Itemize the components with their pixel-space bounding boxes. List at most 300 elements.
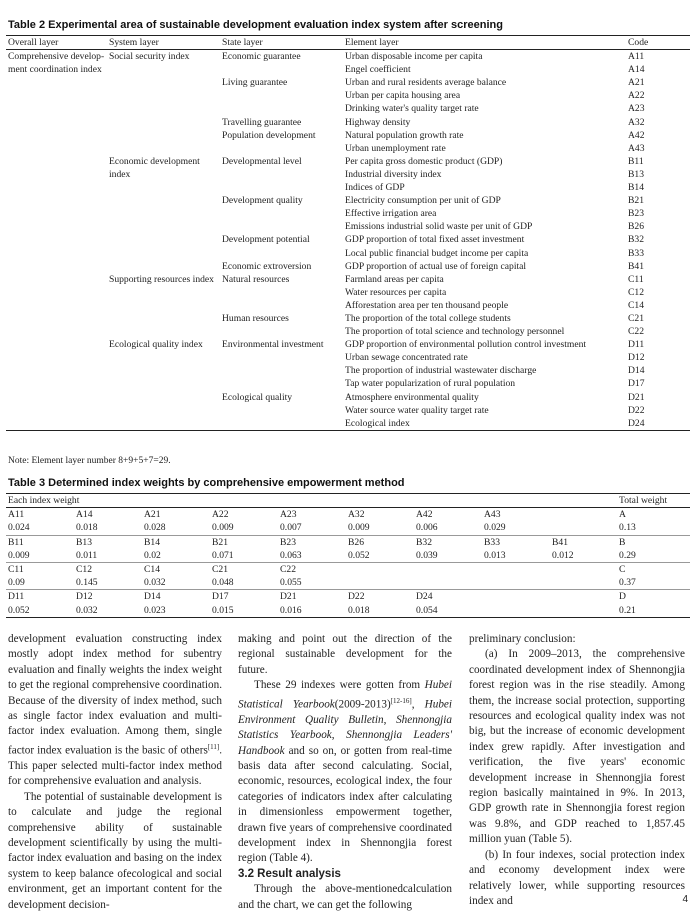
table3-cell — [482, 562, 550, 576]
table2-cell — [107, 364, 220, 377]
table3-cell — [346, 576, 414, 590]
table2-cell: Urban per capita housing area — [345, 90, 461, 102]
table2-cell: Comprehensive develop- — [8, 51, 105, 63]
table2-cell: Afforestation area per ten thousand people — [345, 299, 509, 311]
table3-cell: 0.009 — [8, 549, 30, 561]
table3-cell — [482, 576, 550, 590]
table2-cell: D12 — [628, 352, 645, 364]
text-run: and so on, or gotten from real-time basis data after second calculating. Social, economic, resources, ecological index, the four categories of indicators index after calculating in dimensionless empowerment together, drawn five years of comprehensive coordinated development index in Shennongjia forest region (Table 4). — [238, 744, 452, 865]
table2-cell: B23 — [628, 208, 644, 220]
table2-cell — [6, 233, 107, 246]
table3-cell: C21 — [210, 562, 278, 576]
table2-note: Note: Element layer number 8+9+5+7=29. — [8, 456, 171, 466]
table3-cell: 0.13 — [619, 522, 636, 534]
table-row — [6, 142, 690, 155]
table3-cell — [550, 576, 617, 590]
text-run: , — [331, 729, 347, 742]
paragraph: Through the above-mentionedcalculation and the chart, we can get the following — [238, 883, 452, 911]
table2-cell: Urban unemployment rate — [345, 142, 446, 154]
table2-cell — [107, 129, 220, 142]
table2-cell — [6, 377, 107, 390]
text-run: , — [411, 698, 425, 711]
table-row — [6, 89, 690, 102]
table3-cell: B32 — [414, 535, 482, 549]
table2-cell: Developmental level — [222, 155, 302, 167]
table3-cell: D21 — [278, 590, 346, 604]
table-row — [6, 549, 690, 563]
table2-cell: Water source water quality target rate — [345, 404, 489, 416]
table2-cell: Highway density — [345, 116, 411, 128]
table2 — [6, 35, 690, 431]
table3-cell — [482, 590, 550, 604]
table2-cell: B41 — [628, 260, 644, 272]
section-heading: 3.2 Result analysis — [238, 867, 341, 880]
table-row — [6, 233, 690, 246]
table3-cell: 0.145 — [76, 577, 98, 589]
table-row — [6, 116, 690, 129]
table2-cell — [220, 351, 343, 364]
table3-cell — [550, 590, 617, 604]
table2-header-cell: Code — [626, 36, 690, 50]
citation-title: Hubei Statistical Yearbook — [238, 679, 452, 711]
table3-cell: D17 — [210, 590, 278, 604]
citation: [11] — [207, 742, 220, 751]
table-row — [6, 273, 690, 286]
table2-cell — [220, 207, 343, 220]
body-column-1 — [8, 632, 222, 913]
citation-title: Hubei Environment Quality Bulletin — [238, 698, 452, 726]
table2-cell — [6, 76, 107, 89]
text-run: development evaluation constructing index mostly adopt index method for subentry evaluation and finally weights the index weight to get the regional comprehensive coordination. Because of the diversity of index method, such as single factor index evaluation and multi-factor index evaluation. Among them, single factor index evaluation is the basic of others — [8, 633, 222, 757]
table2-cell: B14 — [628, 182, 644, 194]
table3-cell: B — [617, 535, 690, 549]
table-row — [6, 194, 690, 207]
table3-cell — [550, 508, 617, 522]
table2-cell — [107, 417, 220, 431]
table2-cell: D21 — [628, 391, 645, 403]
table3-cell: B23 — [278, 535, 346, 549]
table3-header-right: Total weight — [617, 494, 690, 508]
table-row — [6, 521, 690, 535]
table2-cell — [6, 129, 107, 142]
table-row — [6, 377, 690, 390]
table2-cell: C14 — [628, 299, 644, 311]
table2-cell: Drinking water's quality target rate — [345, 103, 479, 115]
text-run: . This paper selected multi-factor index method for comprehensive evaluation and analysis. — [8, 744, 222, 788]
table2-cell: A32 — [628, 116, 645, 128]
table3-cell: 0.009 — [348, 522, 370, 534]
table3-cell: C14 — [142, 562, 210, 576]
table2-cell: C11 — [628, 273, 644, 285]
table2-cell — [220, 63, 343, 76]
table-row — [6, 338, 690, 351]
table-row — [6, 63, 690, 76]
table2-cell: Ecological quality index — [109, 339, 203, 351]
table2-cell — [6, 325, 107, 338]
table2-cell — [220, 299, 343, 312]
table2-cell — [107, 233, 220, 246]
page-number: 4 — [682, 894, 688, 905]
table3-cell: 0.024 — [8, 522, 30, 534]
paragraph: (b) In four indexes, social protection index and economy development index were relatively lower, while supporting resources index and — [469, 848, 685, 907]
table2-cell: Development quality — [222, 195, 303, 207]
table3-cell: A21 — [144, 509, 161, 521]
table3-cell: 0.054 — [414, 604, 482, 618]
table-row — [6, 417, 690, 431]
table2-cell — [220, 404, 343, 417]
table2-header-row — [6, 36, 690, 50]
table2-cell — [6, 220, 107, 233]
table2-cell: Supporting resources index — [109, 273, 214, 285]
table3-cell: C22 — [278, 562, 346, 576]
table3-cell: 0.37 — [619, 577, 636, 589]
table3-cell: A43 — [484, 509, 501, 521]
table2-header-cell: System layer — [107, 36, 220, 50]
table3-cell: 0.063 — [280, 549, 302, 561]
table2-cell: GDP proportion of total fixed asset investment — [345, 234, 525, 246]
table2-cell — [107, 76, 220, 89]
table3-cell: 0.011 — [76, 549, 98, 561]
table3-cell — [414, 562, 482, 576]
table2-cell: Indices of GDP — [345, 182, 405, 194]
table2-cell — [220, 417, 343, 431]
table3-cell — [482, 604, 550, 618]
table2-cell — [220, 286, 343, 299]
table3-cell: 0.007 — [280, 522, 302, 534]
table3-cell: C — [617, 562, 690, 576]
table3-cell: 0.052 — [348, 549, 370, 561]
table3-cell: 0.032 — [74, 604, 142, 618]
table3-cell: 0.052 — [6, 604, 74, 618]
table2-cell — [6, 142, 107, 155]
table3-cell: 0.029 — [484, 522, 506, 534]
table2-cell: GDP proportion of environmental pollution control investment — [345, 339, 587, 351]
table2-cell — [107, 181, 220, 194]
table2-cell — [107, 377, 220, 390]
table2-caption: Table 2 Experimental area of sustainable development evaluation index system after screening — [8, 19, 503, 31]
table2-cell: Living guarantee — [222, 77, 288, 89]
table2-cell: B21 — [628, 195, 644, 207]
table3-cell: C12 — [74, 562, 142, 576]
table2-cell: Emissions industrial solid waste per unit of GDP — [345, 221, 533, 233]
table3 — [6, 493, 690, 618]
table2-cell — [6, 181, 107, 194]
table-row — [6, 220, 690, 233]
table2-cell — [6, 247, 107, 260]
body-column-2 — [238, 632, 452, 913]
table2-cell: Travelling guarantee — [222, 116, 302, 128]
table2-cell — [107, 299, 220, 312]
table2-cell — [107, 89, 220, 102]
table-row — [6, 404, 690, 417]
table3-cell: 0.018 — [76, 522, 98, 534]
table2-cell: The proportion of the total college students — [345, 312, 511, 324]
table3-cell: 0.009 — [212, 522, 234, 534]
table-row — [6, 604, 690, 618]
table3-cell: 0.055 — [280, 577, 302, 589]
table2-cell: D22 — [628, 404, 645, 416]
paragraph: (a) In 2009–2013, the comprehensive coordinated development index of Shennongjia forest region was in the rise steadily. Among them, the increase social protection, supporting resources and ecological quality index was not big, but the increase of economic development index grew rapidly. After investigation and verification, the five years' economic development increase in Shennongjia forest region basically maintained in 9%. In 2013, GDP growth rate in Shennongjia forest region was 9.8%, and GDP reached to 1,857.45 million yuan (Table 5). — [469, 648, 685, 846]
table-row — [6, 576, 690, 590]
table2-cell — [220, 247, 343, 260]
table2-cell — [220, 142, 343, 155]
table2-cell: C22 — [628, 326, 644, 338]
table2-cell — [6, 299, 107, 312]
table2-cell: Ecological quality — [222, 391, 293, 403]
table2-cell — [6, 391, 107, 404]
table2-cell: The proportion of total science and technology personnel — [345, 326, 565, 338]
body-column-3 — [469, 632, 685, 909]
table3-header-left: Each index weight — [6, 494, 617, 508]
table2-cell: GDP proportion of actual use of foreign capital — [345, 260, 527, 272]
table3-cell: D — [617, 590, 690, 604]
table-row — [6, 76, 690, 89]
table-row — [6, 260, 690, 273]
table2-cell — [107, 260, 220, 273]
table3-cell: 0.016 — [278, 604, 346, 618]
table3-cell: 0.09 — [8, 577, 25, 589]
table2-cell: Per capita gross domestic product (GDP) — [345, 155, 503, 167]
table2-cell: Population development — [222, 129, 316, 141]
paragraph — [238, 678, 452, 867]
table2-cell — [107, 247, 220, 260]
table-row — [6, 207, 690, 220]
table3-cell: 0.29 — [619, 549, 636, 561]
table3-cell: 0.018 — [346, 604, 414, 618]
table-row — [6, 535, 690, 549]
table2-cell — [6, 404, 107, 417]
table2-cell: B26 — [628, 221, 644, 233]
table2-cell: Electricity consumption per unit of GDP — [345, 195, 501, 207]
text-run: These 29 indexes were gotten from — [254, 679, 425, 692]
table3-cell: 0.012 — [552, 549, 574, 561]
table2-cell — [6, 312, 107, 325]
table2-header-cell: Overall layer — [6, 36, 107, 50]
table2-cell: Urban and rural residents average balance — [345, 77, 507, 89]
table2-cell — [107, 116, 220, 129]
table-row — [6, 391, 690, 404]
table3-cell: D22 — [346, 590, 414, 604]
table2-cell: A14 — [628, 64, 645, 76]
text-run: , — [383, 713, 397, 726]
table3-cell: 0.071 — [212, 549, 234, 561]
table3-cell: B11 — [6, 535, 74, 549]
table2-cell: D17 — [628, 378, 645, 390]
table2-cell: C21 — [628, 312, 644, 324]
table2-cell — [6, 364, 107, 377]
table-row — [6, 181, 690, 194]
table3-caption: Table 3 Determined index weights by comprehensive empowerment method — [8, 477, 405, 489]
table3-cell: 0.006 — [416, 522, 438, 534]
table2-cell: Natural resources — [222, 273, 290, 285]
table2-cell: D24 — [626, 417, 690, 431]
table2-cell: Economic development — [109, 155, 200, 167]
table2-cell — [107, 63, 220, 76]
table3-cell: D14 — [142, 590, 210, 604]
table3-cell: B33 — [482, 535, 550, 549]
table3-cell: 0.013 — [484, 549, 506, 561]
table2-cell — [220, 377, 343, 390]
table2-cell: Engel coefficient — [345, 64, 411, 76]
table3-cell: 0.21 — [617, 604, 690, 618]
table2-cell: Industrial diversity index — [345, 168, 442, 180]
table2-cell — [6, 102, 107, 115]
table2-cell: Farmland areas per capita — [345, 273, 444, 285]
table3-cell: A14 — [76, 509, 93, 521]
table3-cell — [414, 576, 482, 590]
table2-cell: Social security index — [109, 51, 190, 63]
table2-cell — [6, 194, 107, 207]
table3-cell: 0.032 — [144, 577, 166, 589]
table3-cell: C11 — [6, 562, 74, 576]
table2-cell — [220, 220, 343, 233]
table2-cell — [6, 273, 107, 286]
table2-cell — [220, 168, 343, 181]
table3-cell: A42 — [416, 509, 433, 521]
table2-cell — [6, 207, 107, 220]
paragraph — [8, 632, 222, 790]
table-row — [6, 129, 690, 142]
table3-cell: B13 — [74, 535, 142, 549]
table2-cell: Natural population growth rate — [345, 129, 464, 141]
table2-cell: Economic extroversion — [222, 260, 312, 272]
table3-cell: 0.028 — [144, 522, 166, 534]
table3-cell: A22 — [212, 509, 229, 521]
table3-cell: 0.023 — [142, 604, 210, 618]
table-row — [6, 50, 690, 64]
table2-cell — [107, 207, 220, 220]
table2-cell: Water resources per capita — [345, 286, 447, 298]
table2-cell — [107, 351, 220, 364]
table-row — [6, 508, 690, 522]
table-row — [6, 364, 690, 377]
citation-title: Shennongjia Statistics Yearbook — [238, 713, 452, 742]
table2-cell: C12 — [628, 286, 644, 298]
table2-cell: A22 — [628, 90, 645, 102]
table3-cell: D24 — [414, 590, 482, 604]
table3-cell: B41 — [550, 535, 617, 549]
table-row — [6, 286, 690, 299]
table2-cell: index — [109, 168, 131, 180]
table2-cell — [6, 260, 107, 273]
table3-cell — [550, 604, 617, 618]
table2-cell: Economic guarantee — [222, 51, 301, 63]
text-run: (2009-2013) — [334, 698, 391, 711]
table3-cell: 0.039 — [416, 549, 438, 561]
table2-cell — [6, 338, 107, 351]
table3-cell — [550, 562, 617, 576]
table2-cell — [6, 417, 107, 431]
table2-cell — [220, 89, 343, 102]
table2-cell — [107, 194, 220, 207]
table2-cell: Development potential — [222, 234, 310, 246]
table2-cell — [107, 312, 220, 325]
table2-cell: Ecological index — [343, 417, 626, 431]
table-row — [6, 562, 690, 576]
table2-cell: Effective irrigation area — [345, 208, 437, 220]
citation: [12-16] — [390, 696, 412, 705]
table2-cell — [6, 351, 107, 364]
table3-cell: 0.048 — [212, 577, 234, 589]
table2-cell — [6, 155, 107, 168]
table2-cell: The proportion of industrial wastewater discharge — [345, 365, 537, 377]
table-row — [6, 102, 690, 115]
table2-cell — [220, 102, 343, 115]
table2-cell: B33 — [628, 247, 644, 259]
table2-cell — [6, 116, 107, 129]
table3-cell: 0.02 — [144, 549, 161, 561]
paragraph: preliminary conclusion: — [469, 633, 576, 645]
table2-cell: Urban disposable income per capita — [345, 51, 483, 63]
table-row — [6, 299, 690, 312]
table2-cell — [6, 168, 107, 181]
table3-cell: B21 — [210, 535, 278, 549]
table-row — [6, 325, 690, 338]
table2-cell — [107, 391, 220, 404]
table-row — [6, 155, 690, 168]
table2-cell: D11 — [628, 339, 645, 351]
table2-cell: B13 — [628, 168, 644, 180]
table2-cell — [107, 286, 220, 299]
table2-cell — [107, 325, 220, 338]
table2-cell — [220, 325, 343, 338]
table3-cell: A11 — [8, 509, 25, 521]
table3-cell: D12 — [74, 590, 142, 604]
table2-cell: D14 — [628, 365, 645, 377]
table2-cell — [6, 286, 107, 299]
table3-cell — [550, 521, 617, 535]
table2-cell: A42 — [628, 129, 645, 141]
table2-cell — [107, 142, 220, 155]
table3-cell: A — [619, 509, 626, 521]
table2-cell — [107, 404, 220, 417]
table2-cell: Urban sewage concentrated rate — [345, 352, 468, 364]
table2-cell — [220, 364, 343, 377]
table3-cell: B26 — [346, 535, 414, 549]
table3-cell: B14 — [142, 535, 210, 549]
table2-cell: Human resources — [222, 312, 289, 324]
table2-cell: B32 — [628, 234, 644, 246]
table2-cell — [107, 102, 220, 115]
table3-cell — [346, 562, 414, 576]
table2-cell — [6, 89, 107, 102]
table3-cell: 0.015 — [210, 604, 278, 618]
table2-cell: Atmosphere environmental quality — [345, 391, 479, 403]
table2-header-cell: Element layer — [343, 36, 626, 50]
table2-cell — [107, 220, 220, 233]
table3-header-row — [6, 494, 690, 508]
citation-title: Shennongjia Leaders' Handbook — [238, 729, 453, 757]
table3-cell: A23 — [280, 509, 297, 521]
table-row — [6, 351, 690, 364]
table2-cell — [220, 181, 343, 194]
table2-cell: Environmental investment — [222, 339, 324, 351]
table-row — [6, 247, 690, 260]
table3-cell: D11 — [6, 590, 74, 604]
paragraph: making and point out the direction of the regional sustainable development for the future. — [238, 633, 452, 676]
table2-cell: Tap water popularization of rural population — [345, 378, 516, 390]
table3-cell: A32 — [348, 509, 365, 521]
table2-cell: B11 — [628, 155, 644, 167]
table-row — [6, 168, 690, 181]
table-row — [6, 590, 690, 604]
table2-cell: A11 — [628, 51, 645, 63]
table2-cell: ment coordination index — [8, 64, 102, 76]
table2-header-cell: State layer — [220, 36, 343, 50]
table-row — [6, 312, 690, 325]
table2-cell: Local public financial budget income per capita — [345, 247, 529, 259]
table2-cell: A21 — [628, 77, 645, 89]
